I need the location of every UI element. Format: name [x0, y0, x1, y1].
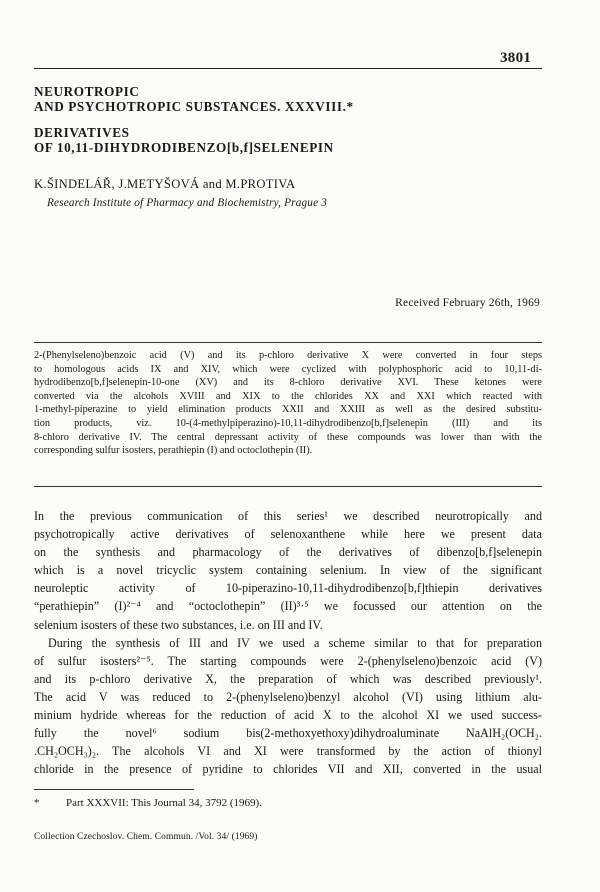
footnote-text: Part XXXVII: This Journal 34, 3792 (1969). [66, 797, 262, 809]
title-line-3: DERIVATIVES [34, 125, 130, 140]
abstract-line: converted via the alcohols XVIII and XIX to the chlorides XX and XXI which reacted with [34, 390, 542, 402]
title-line-4: OF 10,11-DIHYDRODIBENZO[b,f]SELENEPIN [34, 140, 334, 155]
abstract-line: tion products, viz. 10-(4-methylpiperazino)-10,11-dihydrodibenzo[b,f]selenepin (III) and its [34, 417, 542, 429]
body-line: minium hydride whereas for the reduction of acid X to the alcohol XI we used success- [34, 708, 542, 723]
body-line: selenium isosters of these two substances, i.e. on III and IV. [34, 617, 323, 632]
abstract-bottom-rule [34, 486, 542, 487]
body-line: The acid V was reduced to 2-(phenylseleno)benzyl alcohol (VI) using lithium alu- [34, 689, 542, 704]
body-line: psychotropically active derivatives of selenoxanthene while here we present data [34, 527, 542, 542]
body-line: chloride in the presence of pyridine to chlorides VII and XII, converted in the usual [34, 762, 542, 777]
footnote-rule [34, 789, 194, 790]
body-line: .CH₂OCH₃)₂. The alcohols VI and XI were transformed by the action of thionyl [34, 744, 542, 759]
body-line: fully the novel⁶ sodium bis(2-methoxyethoxy)dihydroaluminate NaAlH₂(OCH₂. [34, 726, 542, 741]
affiliation: Research Institute of Pharmacy and Biochemistry, Prague 3 [47, 197, 328, 209]
body-line: on the synthesis and pharmacology of the derivatives of dibenzo[b,f]selenepin [34, 545, 542, 560]
abstract-line: corresponding sulfur isosters, perathiepin (I) and octoclothepin (II). [34, 445, 313, 457]
footnote-marker: * [34, 797, 40, 809]
footnote [34, 797, 262, 809]
body-text [34, 507, 542, 778]
abstract-line: to homologous acids IX and XIV, which were cyclized with polyphosphoric acid to 10,11-di- [34, 363, 542, 375]
abstract-line: 2-(Phenylseleno)benzoic acid (V) and its p-chloro derivative X were converted in four steps [34, 350, 542, 361]
abstract-top-rule [34, 342, 542, 343]
body-line: “perathiepin” (I)²⁻⁴ and “octoclothepin” (II)³·⁵ we focussed our attention on the [34, 599, 542, 614]
authors: K.ŠINDELÁŘ, J.METYŠOVÁ and M.PROTIVA [34, 177, 296, 191]
body-line: During the synthesis of III and IV we used a scheme similar to that for preparation [48, 635, 542, 650]
body-line: of sulfur isosters²⁻⁵. The starting compounds were 2-(phenylseleno)benzoic acid (V) [34, 653, 542, 668]
body-line: neuroleptic activity of 10-piperazino-10,11-dihydrodibenzo[b,f]thiepin derivatives [34, 581, 542, 596]
body-line: In the previous communication of this series¹ we described neurotropically and [34, 509, 542, 523]
journal-footer: Collection Czechoslov. Chem. Commun. /Vol. 34/ (1969) [34, 832, 258, 842]
header-rule [34, 68, 542, 69]
abstract-line: 8-chloro derivative IV. The central depressant activity of these compounds was lower than with the [34, 431, 542, 443]
body-line: and its p-chloro derivative X, the preparation of which was described previously¹. [34, 671, 542, 686]
title-line-2: AND PSYCHOTROPIC SUBSTANCES. XXXVIII.* [34, 99, 354, 114]
received-date: Received February 26th, 1969 [395, 297, 540, 309]
abstract-line: hydrodibenzo[b,f]selenepin-10-one (XV) and its 8-chloro derivative XVI. These ketones were [34, 377, 542, 389]
abstract [34, 349, 542, 458]
abstract-line: 1-methyl-piperazine to yield elimination products XXII and XXIII as well as the desired substitu- [34, 404, 542, 416]
page-number: 3801 [500, 50, 532, 66]
body-line: which is a novel tricyclic system containing selenium. In view of the significant [34, 563, 542, 578]
title-line-1: NEUROTROPIC [34, 84, 140, 99]
